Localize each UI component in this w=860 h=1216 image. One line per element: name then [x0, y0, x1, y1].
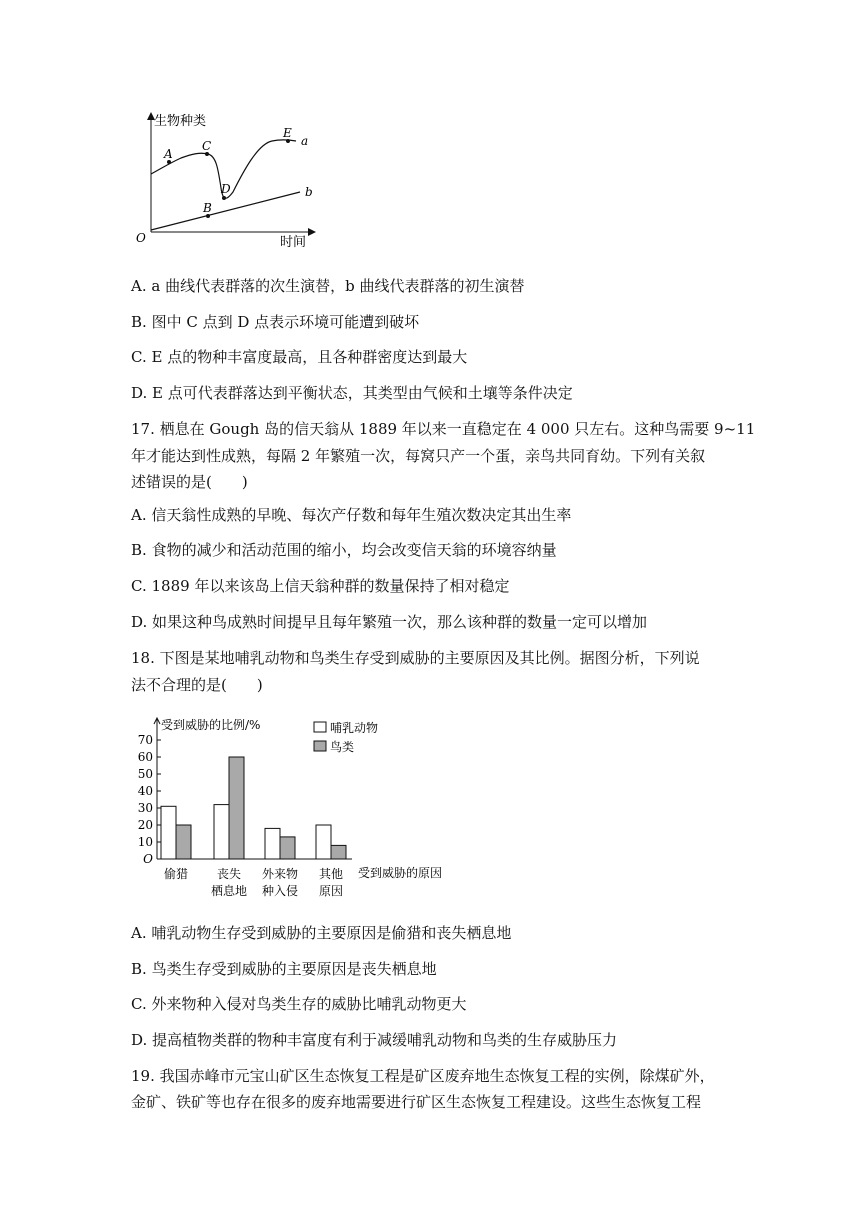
q18-option-a: A. 哺乳动物生存受到威胁的主要原因是偷猎和丧失栖息地: [131, 924, 512, 942]
threat-bar-chart: [130, 712, 470, 902]
bar-bird: [176, 825, 191, 859]
bar-mammal: [265, 828, 280, 859]
category-label: 丧失: [216, 867, 242, 881]
legend-label: 鸟类: [330, 740, 355, 754]
category-label: 偷猎: [163, 867, 189, 881]
origin-label: O: [136, 231, 146, 245]
bar-bird: [331, 845, 346, 859]
category-label: 其他: [318, 867, 344, 881]
legend-label: 哺乳动物: [330, 721, 379, 735]
q16-option-b: B. 图中 C 点到 D 点表示环境可能遭到破坏: [131, 313, 420, 331]
category-label: 外来物: [261, 867, 299, 881]
point-c-label: C: [202, 139, 212, 153]
bar-mammal: [316, 825, 331, 859]
bar-bird: [229, 757, 244, 859]
point-b-label: B: [203, 201, 212, 215]
category-label: 种入侵: [261, 884, 299, 898]
y-tick-label: 60: [137, 750, 153, 764]
y-tick-label: 20: [137, 818, 153, 832]
q18-option-b: B. 鸟类生存受到威胁的主要原因是丧失栖息地: [131, 960, 437, 978]
bar-bird: [280, 837, 295, 859]
q18-stem-line1: 18. 下图是某地哺乳动物和鸟类生存受到威胁的主要原因及其比例。据图分析，下列说: [131, 649, 700, 667]
q18-stem-line2: 法不合理的是( ): [131, 676, 263, 694]
y-tick-label: 30: [137, 801, 153, 815]
x-axis-label: 时间: [280, 235, 307, 248]
q16-option-c: C. E 点的物种丰富度最高，且各种群密度达到最大: [131, 348, 468, 366]
category-label: 栖息地: [210, 884, 248, 898]
bar-mammal: [214, 805, 229, 859]
point-e-label: E: [283, 126, 292, 140]
q17-stem-line1: 17. 栖息在 Gough 岛的信天翁从 1889 年以来一直稳定在 4 000 只左右。这种鸟需要 9~11: [131, 420, 756, 438]
y-tick-label: 50: [137, 767, 153, 781]
q17-stem-line3: 述错误的是( ): [131, 473, 248, 491]
point-d-dot: [222, 196, 226, 200]
bar-mammal: [161, 806, 176, 859]
x-axis-title: 受到威胁的原因: [358, 866, 443, 880]
q19-stem-line2: 金矿、铁矿等也存在很多的废弃地需要进行矿区生态恢复工程建设。这些生态恢复工程: [131, 1093, 702, 1111]
y-tick-label: 10: [137, 835, 153, 849]
q17-stem-line2: 年才能达到性成熟，每隔 2 年繁殖一次，每窝只产一个蛋，亲鸟共同育幼。下列有关叙: [131, 447, 706, 465]
q17-option-b: B. 食物的减少和活动范围的缩小，均会改变信天翁的环境容纳量: [131, 541, 557, 559]
curve-b-label: b: [305, 185, 313, 199]
category-label: 原因: [318, 884, 344, 898]
q17-option-d: D. 如果这种鸟成熟时间提早且每年繁殖一次，那么该种群的数量一定可以增加: [131, 613, 648, 631]
y-tick-label: 40: [137, 784, 153, 798]
legend-swatch: [314, 741, 326, 751]
q18-option-d: D. 提高植物类群的物种丰富度有利于减缓哺乳动物和鸟类的生存威胁压力: [131, 1031, 618, 1049]
y-axis-label: 生物种类: [154, 114, 207, 129]
q19-stem-line1: 19. 我国赤峰市元宝山矿区生态恢复工程是矿区废弃地生态恢复工程的实例，除煤矿外，: [131, 1067, 715, 1085]
legend-swatch: [314, 722, 326, 732]
point-d-label: D: [221, 182, 231, 196]
q16-option-a: A. a 曲线代表群落的次生演替，b 曲线代表群落的初生演替: [131, 277, 525, 295]
curve-a-label: a: [301, 134, 309, 148]
y-tick-label: O: [143, 852, 153, 866]
y-axis-title: 受到威胁的比例/%: [161, 718, 261, 732]
point-a-label: A: [164, 147, 173, 161]
succession-curve-figure: [132, 108, 332, 248]
q16-option-d: D. E 点可代表群落达到平衡状态，其类型由气候和土壤等条件决定: [131, 384, 573, 402]
y-tick-label: 70: [137, 733, 153, 747]
q18-option-c: C. 外来物种入侵对鸟类生存的威胁比哺乳动物更大: [131, 995, 467, 1013]
q17-option-a: A. 信天翁性成熟的早晚、每次产仔数和每年生殖次数决定其出生率: [131, 506, 572, 524]
q17-option-c: C. 1889 年以来该岛上信天翁种群的数量保持了相对稳定: [131, 577, 510, 595]
